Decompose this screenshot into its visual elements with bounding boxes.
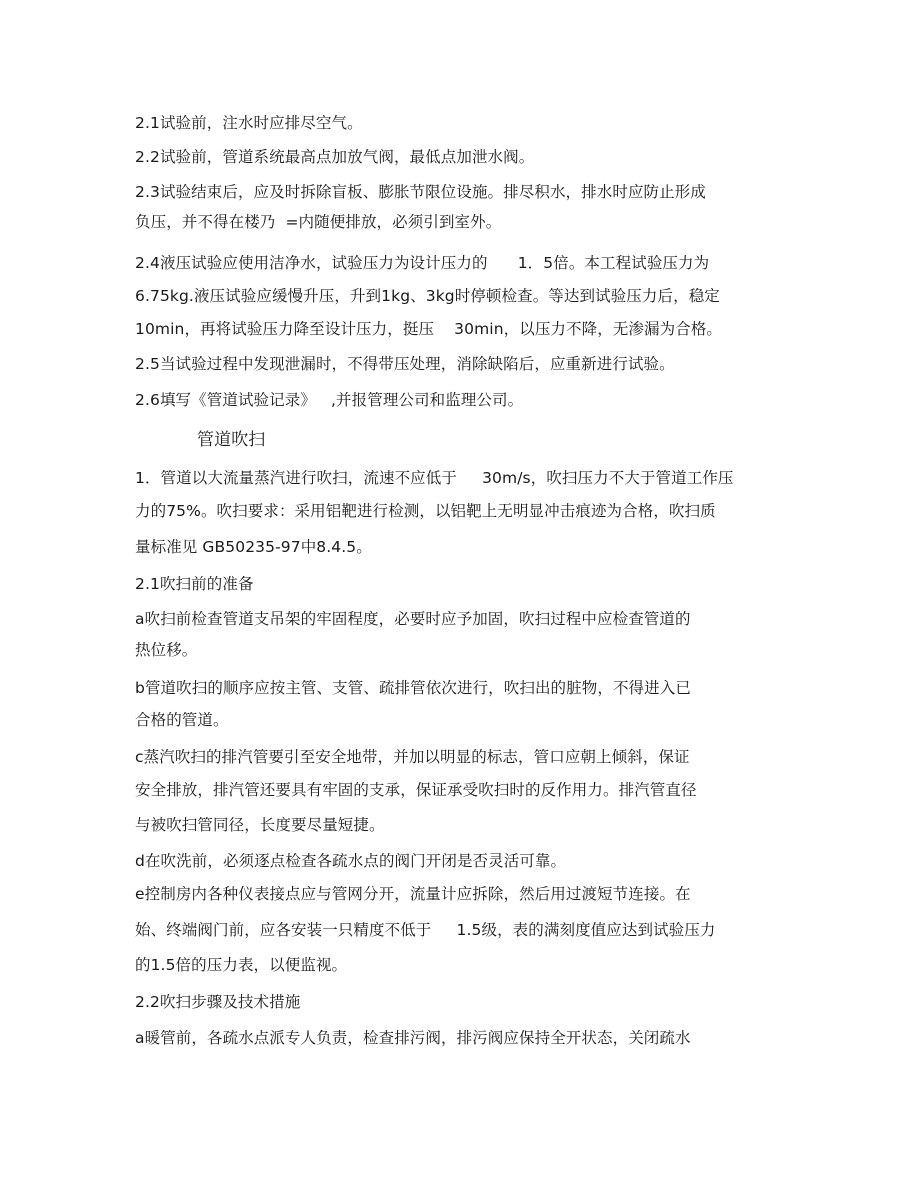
text-line: 2.1吹扫前的准备: [135, 575, 254, 593]
text-line: 热位移。: [135, 641, 198, 659]
text-line: 负压，并不得在楼乃 =内随便排放，必须引到室外。: [135, 213, 502, 231]
text-line: 1．管道以大流量蒸汽进行吹扫，流速不应低于 30m/s，吹扫压力不大于管道工作压: [135, 469, 734, 487]
section-heading: 管道吹扫: [197, 430, 266, 450]
text-line: b管道吹扫的顺序应按主管、支管、疏排管依次进行，吹扫出的脏物，不得进入已: [135, 679, 691, 697]
text-line: a暖管前，各疏水点派专人负责，检查排污阀，排污阀应保持全开状态，关闭疏水: [135, 1029, 691, 1047]
text-line: 2.4液压试验应使用洁净水，试验压力为设计压力的 1．5倍。本工程试验压力为: [135, 254, 710, 272]
text-line: 6.75kg.液压试验应缓慢升压，升到1kg、3kg时停顿检查。等达到试验压力后，稳定: [135, 287, 720, 305]
text-line: d在吹洗前，必须逐点检查各疏水点的阀门开闭是否灵活可靠。: [135, 852, 567, 870]
text-line: e控制房内各种仪表接点应与管网分开，流量计应拆除，然后用过渡短节连接。在: [135, 885, 691, 903]
text-line: 合格的管道。: [135, 711, 229, 729]
text-line: c蒸汽吹扫的排汽管要引至安全地带，并加以明显的标志，管口应朝上倾斜，保证: [135, 748, 690, 766]
text-line: 量标准见 GB50235-97中8.4.5。: [135, 538, 372, 556]
text-line: 2.2试验前，管道系统最高点加放气阀，最低点加泄水阀。: [135, 148, 535, 166]
text-line: 力的75%。吹扫要求：采用铝靶进行检测，以铝靶上无明显冲击痕迹为合格，吹扫质: [135, 502, 716, 520]
text-line: 的1.5倍的压力表，以便监视。: [135, 956, 348, 974]
text-line: 2.5当试验过程中发现泄漏时，不得带压处理，消除缺陷后，应重新进行试验。: [135, 355, 675, 373]
text-line: 2.2吹扫步骤及技术措施: [135, 993, 301, 1011]
text-line: 始、终端阀门前，应各安装一只精度不低于 1.5级，表的满刻度值应达到试验压力: [135, 921, 716, 939]
text-line: 10min，再将试验压力降至设计压力，挺压 30min，以压力不降，无渗漏为合格。: [135, 320, 723, 338]
text-line: 2.6填写《管道试验记录》 ,并报管理公司和监理公司。: [135, 391, 524, 409]
text-line: a吹扫前检查管道支吊架的牢固程度，必要时应予加固，吹扫过程中应检查管道的: [135, 610, 691, 628]
text-line: 与被吹扫管同径，长度要尽量短捷。: [135, 816, 385, 834]
text-line: 2.3试验结束后，应及时拆除盲板、膨胀节限位设施。排尽积水，排水时应防止形成: [135, 183, 706, 201]
text-line: 安全排放，排汽管还要具有牢固的支承，保证承受吹扫时的反作用力。排汽管直径: [135, 781, 697, 799]
text-line: 2.1试验前，注水时应排尽空气。: [135, 114, 363, 132]
